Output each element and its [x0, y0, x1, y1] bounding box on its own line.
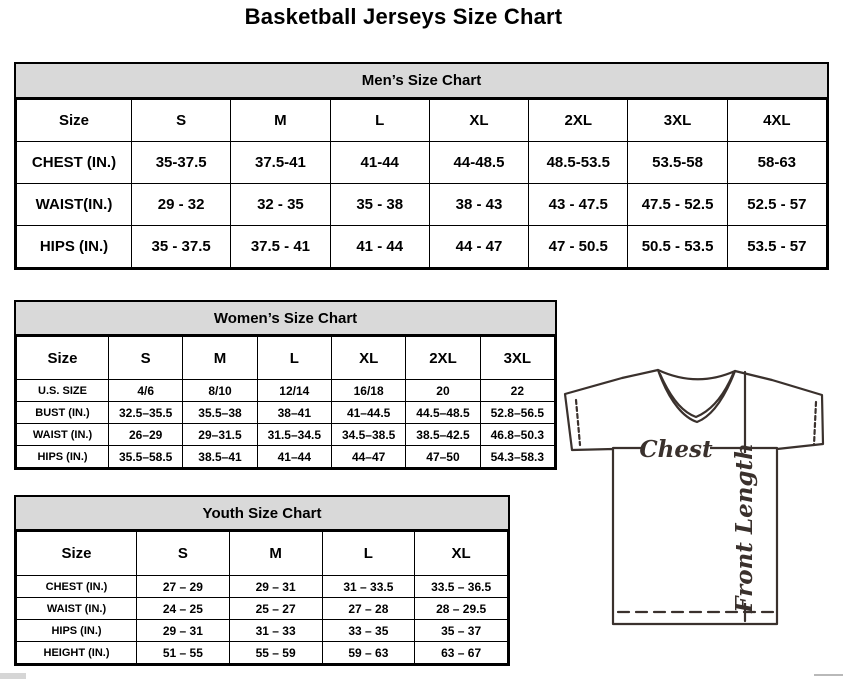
youth-chart-heading: Youth Size Chart: [16, 497, 508, 531]
measurement-value-cell: 38.5–42.5: [406, 424, 480, 446]
measurement-value-cell: 50.5 - 53.5: [628, 226, 727, 268]
measurement-value-cell: 44–47: [331, 446, 405, 468]
measurement-value-cell: 32.5–35.5: [109, 402, 183, 424]
measurement-value-cell: 35-37.5: [132, 142, 231, 184]
measurement-value-cell: 4/6: [109, 380, 183, 402]
size-corner-header: Size: [17, 337, 109, 380]
mens-size-table: [16, 99, 827, 268]
measurement-value-cell: 27 – 29: [137, 576, 230, 598]
measurement-value-cell: 35 – 37: [415, 620, 508, 642]
measurement-value-cell: 44.5–48.5: [406, 402, 480, 424]
size-column-header: XL: [331, 337, 405, 380]
measurement-value-cell: 31 – 33: [229, 620, 322, 642]
size-column-header: XL: [429, 100, 528, 142]
measurement-value-cell: 31.5–34.5: [257, 424, 331, 446]
youth-size-table: [16, 531, 508, 664]
size-header-row: [17, 337, 555, 380]
size-corner-header: Size: [17, 532, 137, 576]
size-column-header: XL: [415, 532, 508, 576]
jersey-measurement-diagram: [555, 360, 843, 645]
measurement-value-cell: 29 - 32: [132, 184, 231, 226]
measurement-row: [17, 446, 555, 468]
measurement-value-cell: 47–50: [406, 446, 480, 468]
measurement-value-cell: 44 - 47: [429, 226, 528, 268]
measurement-value-cell: 54.3–58.3: [480, 446, 554, 468]
measurement-value-cell: 44-48.5: [429, 142, 528, 184]
size-column-header: L: [322, 532, 415, 576]
measurement-value-cell: 35 - 37.5: [132, 226, 231, 268]
measurement-value-cell: 41 - 44: [330, 226, 429, 268]
measurement-value-cell: 34.5–38.5: [331, 424, 405, 446]
measurement-value-cell: 41–44.5: [331, 402, 405, 424]
measurement-value-cell: 38–41: [257, 402, 331, 424]
measurement-row: [17, 424, 555, 446]
youth-size-chart: [14, 495, 510, 666]
measurement-value-cell: 27 – 28: [322, 598, 415, 620]
measurement-row-label: U.S. SIZE: [17, 380, 109, 402]
measurement-value-cell: 25 – 27: [229, 598, 322, 620]
measurement-value-cell: 35.5–38: [183, 402, 257, 424]
clipped-edge-fragment-left: [0, 673, 26, 679]
measurement-value-cell: 29–31.5: [183, 424, 257, 446]
measurement-value-cell: 58-63: [727, 142, 826, 184]
womens-size-table: [16, 336, 555, 468]
measurement-value-cell: 22: [480, 380, 554, 402]
size-column-header: M: [183, 337, 257, 380]
measurement-value-cell: 32 - 35: [231, 184, 330, 226]
size-column-header: M: [229, 532, 322, 576]
measurement-value-cell: 63 – 67: [415, 642, 508, 664]
page-title: Basketball Jerseys Size Chart: [244, 4, 563, 29]
womens-chart-heading: Women’s Size Chart: [16, 302, 555, 336]
measurement-value-cell: 38 - 43: [429, 184, 528, 226]
measurement-value-cell: 43 - 47.5: [529, 184, 628, 226]
measurement-row-label: HIPS (IN.): [17, 226, 132, 268]
collar-back-curve: [658, 370, 735, 379]
measurement-row: [17, 598, 508, 620]
size-column-header: 3XL: [480, 337, 554, 380]
measurement-value-cell: 41–44: [257, 446, 331, 468]
measurement-value-cell: 37.5 - 41: [231, 226, 330, 268]
size-corner-header: Size: [17, 100, 132, 142]
measurement-row: [17, 380, 555, 402]
measurement-value-cell: 12/14: [257, 380, 331, 402]
clipped-edge-fragment-right: [814, 674, 843, 676]
size-column-header: L: [330, 100, 429, 142]
measurement-row-label: WAIST (IN.): [17, 598, 137, 620]
measurement-row-label: HIPS (IN.): [17, 446, 109, 468]
measurement-value-cell: 8/10: [183, 380, 257, 402]
measurement-row-label: WAIST(IN.): [17, 184, 132, 226]
measurement-value-cell: 37.5-41: [231, 142, 330, 184]
measurement-value-cell: 53.5 - 57: [727, 226, 826, 268]
measurement-value-cell: 48.5-53.5: [529, 142, 628, 184]
measurement-value-cell: 24 – 25: [137, 598, 230, 620]
measurement-row: [17, 576, 508, 598]
mens-chart-heading: Men’s Size Chart: [16, 64, 827, 99]
size-column-header: S: [132, 100, 231, 142]
measurement-row: [17, 184, 827, 226]
measurement-value-cell: 53.5-58: [628, 142, 727, 184]
measurement-value-cell: 51 – 55: [137, 642, 230, 664]
measurement-value-cell: 33.5 – 36.5: [415, 576, 508, 598]
front-length-label: Front Length: [731, 443, 758, 613]
measurement-value-cell: 33 – 35: [322, 620, 415, 642]
size-column-header: L: [257, 337, 331, 380]
measurement-value-cell: 52.8–56.5: [480, 402, 554, 424]
measurement-value-cell: 59 – 63: [322, 642, 415, 664]
measurement-row-label: CHEST (IN.): [17, 142, 132, 184]
measurement-value-cell: 29 – 31: [229, 576, 322, 598]
size-column-header: M: [231, 100, 330, 142]
size-column-header: 4XL: [727, 100, 826, 142]
measurement-value-cell: 38.5–41: [183, 446, 257, 468]
jersey-outline: [565, 370, 823, 624]
measurement-value-cell: 47.5 - 52.5: [628, 184, 727, 226]
measurement-value-cell: 20: [406, 380, 480, 402]
measurement-row: [17, 226, 827, 268]
measurement-row: [17, 142, 827, 184]
measurement-value-cell: 55 – 59: [229, 642, 322, 664]
measurement-row-label: HEIGHT (IN.): [17, 642, 137, 664]
size-column-header: S: [137, 532, 230, 576]
measurement-value-cell: 16/18: [331, 380, 405, 402]
measurement-row-label: BUST (IN.): [17, 402, 109, 424]
measurement-value-cell: 26–29: [109, 424, 183, 446]
mens-size-chart: [14, 62, 829, 270]
measurement-value-cell: 41-44: [330, 142, 429, 184]
measurement-row-label: HIPS (IN.): [17, 620, 137, 642]
chest-label: Chest: [639, 436, 713, 463]
size-column-header: S: [109, 337, 183, 380]
measurement-value-cell: 31 – 33.5: [322, 576, 415, 598]
measurement-value-cell: 52.5 - 57: [727, 184, 826, 226]
size-header-row: [17, 532, 508, 576]
womens-size-chart: [14, 300, 557, 470]
size-column-header: 2XL: [406, 337, 480, 380]
measurement-row-label: CHEST (IN.): [17, 576, 137, 598]
measurement-value-cell: 46.8–50.3: [480, 424, 554, 446]
measurement-row: [17, 620, 508, 642]
measurement-value-cell: 47 - 50.5: [529, 226, 628, 268]
size-column-header: 3XL: [628, 100, 727, 142]
measurement-value-cell: 28 – 29.5: [415, 598, 508, 620]
measurement-value-cell: 35 - 38: [330, 184, 429, 226]
measurement-row-label: WAIST (IN.): [17, 424, 109, 446]
size-column-header: 2XL: [529, 100, 628, 142]
measurement-value-cell: 29 – 31: [137, 620, 230, 642]
measurement-row: [17, 642, 508, 664]
size-header-row: [17, 100, 827, 142]
measurement-value-cell: 35.5–58.5: [109, 446, 183, 468]
measurement-row: [17, 402, 555, 424]
